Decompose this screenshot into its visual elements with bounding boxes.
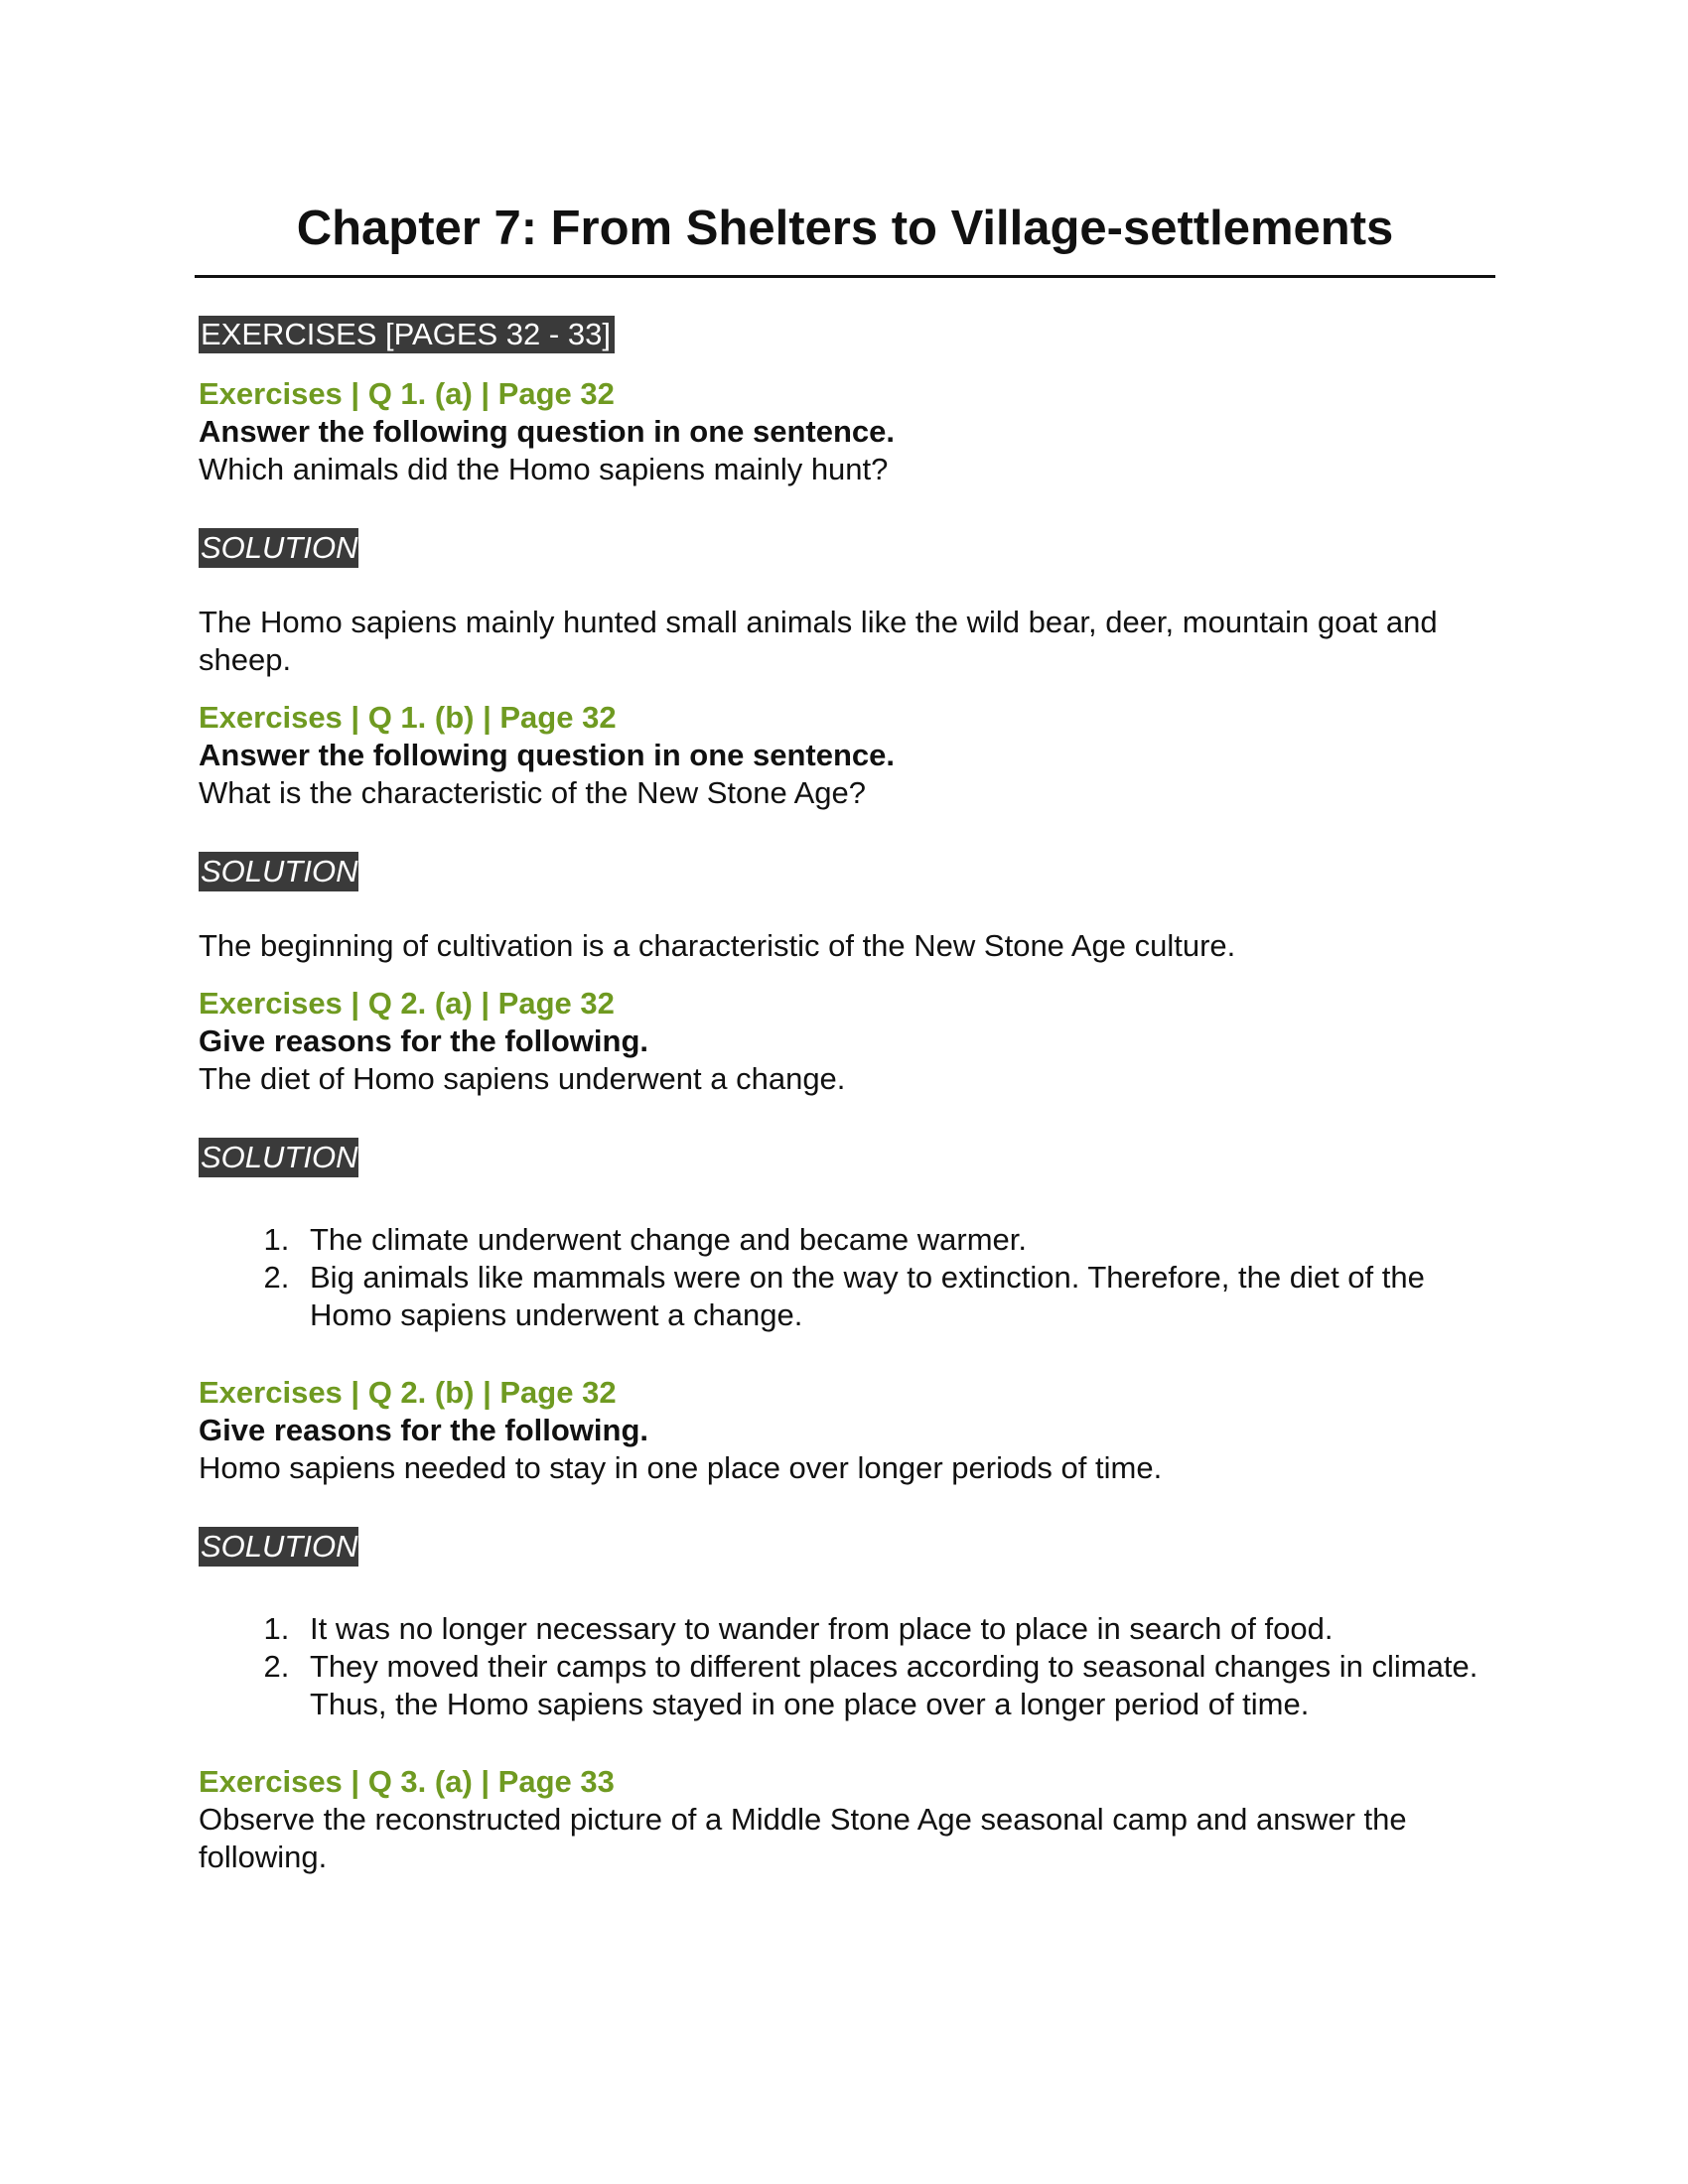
exercise-question: What is the characteristic of the New Stone Age? (199, 775, 867, 810)
exercise-q3a (199, 1763, 1489, 1876)
exercise-instruction: Give reasons for the following. (199, 1024, 649, 1058)
exercises-section-label: EXERCISES [PAGES 32 - 33] (199, 316, 615, 353)
exercise-heading: Exercises | Q 1. (b) | Page 32 (199, 700, 617, 735)
solution-text: The beginning of cultivation is a characteristic of the New Stone Age culture. (199, 928, 1236, 963)
solution-label: SOLUTION (199, 852, 358, 891)
solution-point: 2. They moved their camps to different places according to seasonal changes in climate. Thus, the Homo sapiens stayed in one place over a longer period of time. (298, 1648, 1489, 1723)
solution-list (199, 1221, 1489, 1334)
title-area (195, 195, 1495, 278)
solution-point: 1. The climate underwent change and became warmer. (298, 1221, 1489, 1259)
document-body (199, 316, 1489, 1876)
exercise-heading: Exercises | Q 3. (a) | Page 33 (199, 1764, 615, 1799)
solution-label: SOLUTION (199, 528, 358, 568)
solution-label: SOLUTION (199, 1527, 358, 1567)
exercise-q2a (199, 985, 1489, 1334)
exercise-heading: Exercises | Q 1. (a) | Page 32 (199, 376, 615, 411)
solution-text: The Homo sapiens mainly hunted small animals like the wild bear, deer, mountain goat and sheep. (199, 605, 1438, 677)
exercise-q1b (199, 699, 1489, 965)
solution-label: SOLUTION (199, 1138, 358, 1177)
exercise-question: The diet of Homo sapiens underwent a change. (199, 1061, 846, 1096)
exercise-heading: Exercises | Q 2. (b) | Page 32 (199, 1375, 617, 1410)
page-title: Chapter 7: From Shelters to Village-settlements (296, 202, 1394, 255)
exercise-heading: Exercises | Q 2. (a) | Page 32 (199, 986, 615, 1021)
exercise-q2b (199, 1374, 1489, 1723)
exercise-question: Homo sapiens needed to stay in one place over longer periods of time. (199, 1450, 1163, 1485)
solution-list (199, 1610, 1489, 1723)
exercise-instruction: Answer the following question in one sentence. (199, 414, 896, 449)
exercise-instruction: Give reasons for the following. (199, 1413, 649, 1447)
solution-point: 1. It was no longer necessary to wander from place to place in search of food. (298, 1610, 1489, 1648)
exercise-instruction: Answer the following question in one sentence. (199, 738, 896, 772)
solution-point: 2. Big animals like mammals were on the way to extinction. Therefore, the diet of the Homo sapiens underwent a change. (298, 1259, 1489, 1334)
exercise-question: Observe the reconstructed picture of a Middle Stone Age seasonal camp and answer the following. (199, 1802, 1407, 1874)
exercise-q1a (199, 375, 1489, 679)
exercise-question: Which animals did the Homo sapiens mainly hunt? (199, 452, 889, 486)
